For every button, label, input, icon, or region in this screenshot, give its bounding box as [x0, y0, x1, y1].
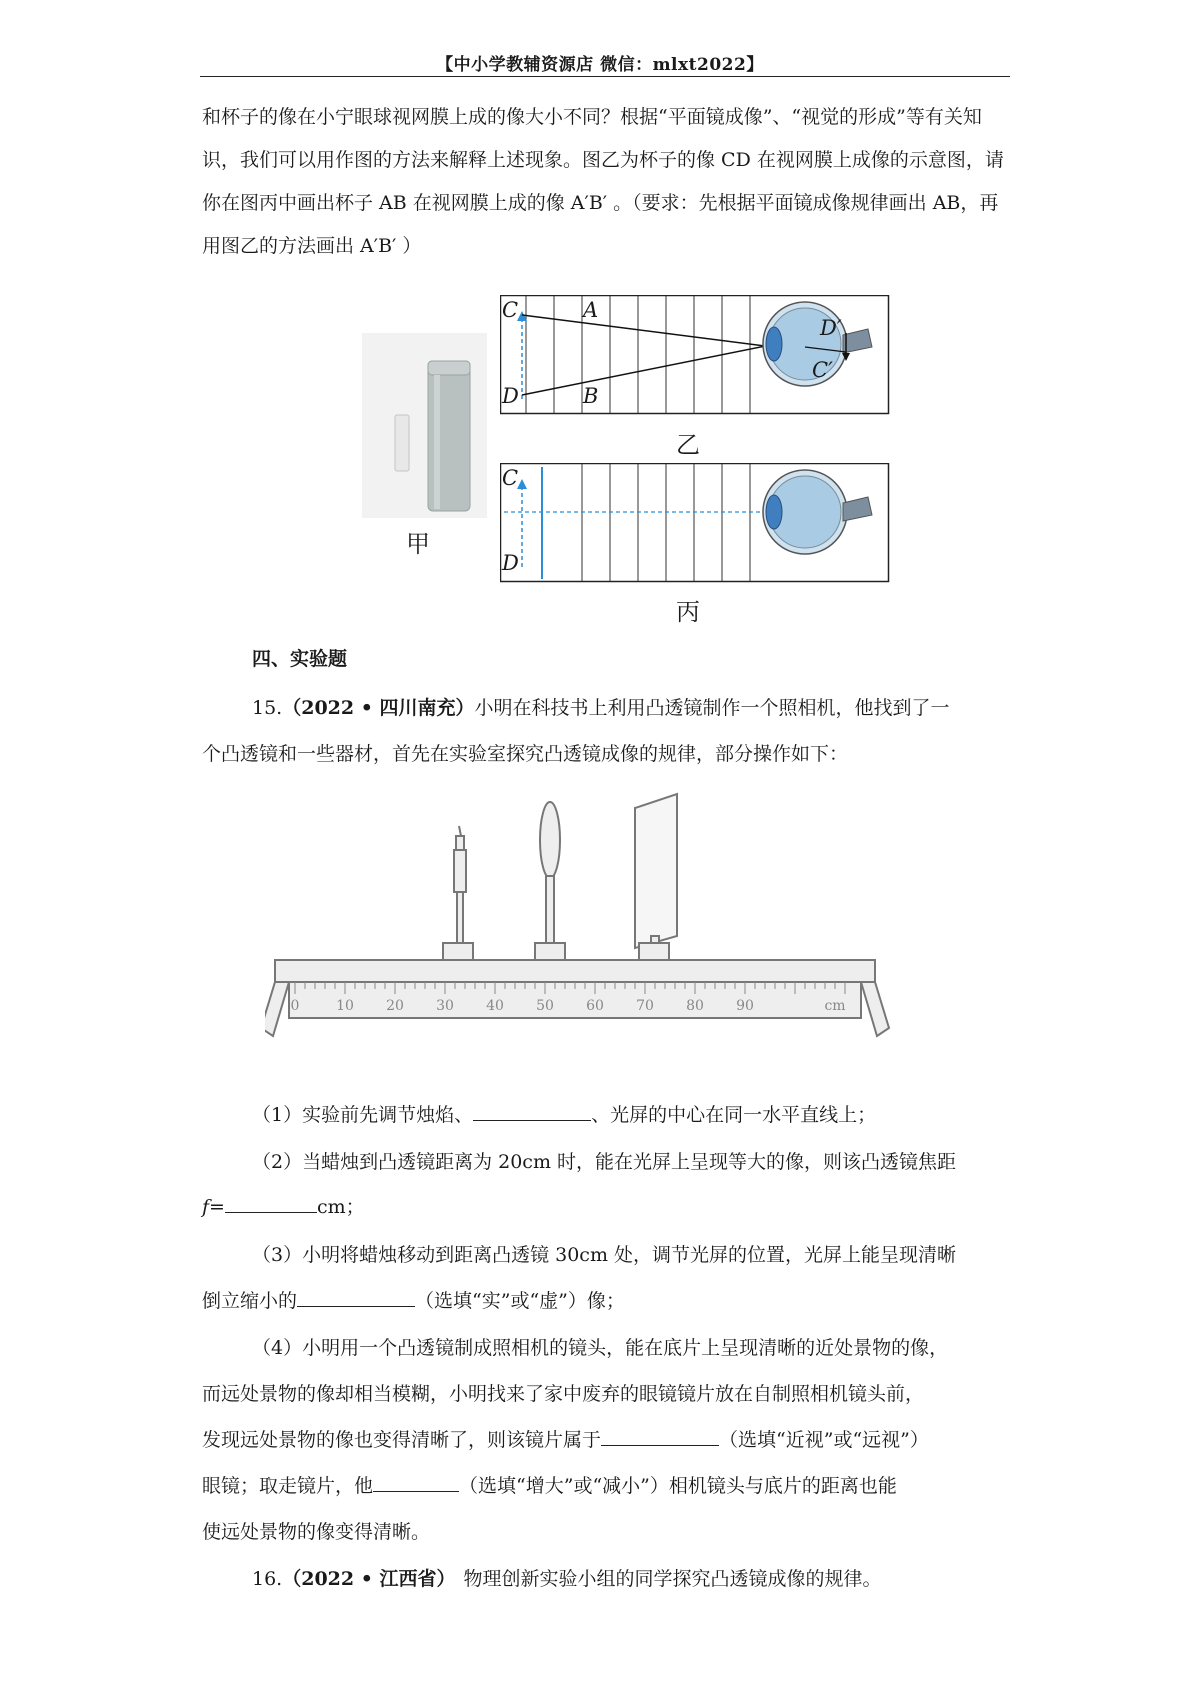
scale-label: 40	[486, 998, 504, 1014]
diagram-yi	[500, 295, 890, 415]
intro-paragraph: 和杯子的像在小宁眼球视网膜上成的像大小不同？根据“平面镜成像”、“视觉的形成”等有关知识，我们可以用作图的方法来解释上述现象。图乙为杯子的像 CD 在视网膜上成像的示意图，请你在图丙中画出杯子 AB 在视网膜上成的像 A′B′ 。（要求：先根据平面镜成像规律画出 AB，再用图乙的方法画出 A′B′ ）	[202, 106, 1004, 257]
label-yi-d-prime: D′	[820, 316, 842, 340]
answer-blank-3[interactable]	[297, 1288, 415, 1307]
answer-blank-2[interactable]	[225, 1194, 317, 1213]
q16-number: 16.	[252, 1568, 283, 1590]
scale-label: 0	[290, 998, 300, 1014]
scale-label: 70	[636, 998, 654, 1014]
q15-p2-text-b: cm；	[316, 1196, 365, 1218]
scale-label: 30	[436, 998, 454, 1014]
label-yi-c: C	[502, 298, 519, 322]
q15-p3-line2	[202, 1286, 625, 1313]
label-bing-c: C	[502, 466, 519, 490]
q15-p4-line5: 使远处景物的像变得清晰。	[202, 1521, 431, 1543]
scale-label: 50	[536, 998, 554, 1014]
q15-p2-line2	[202, 1192, 365, 1219]
q15-p3-line1: （3）小明将蜡烛移动到距离凸透镜 30cm 处，调节光屏的位置，光屏上能呈现清晰	[252, 1244, 957, 1266]
header-rule	[200, 76, 1010, 77]
label-yi-c-prime: C′	[812, 358, 833, 382]
q15-p4-line3	[202, 1425, 929, 1452]
figure-jia	[362, 333, 487, 518]
scale-label: 10	[336, 998, 354, 1014]
q15-p4-text-d: （选填“增大”或“减小”）相机镜头与底片的距离也能	[459, 1475, 897, 1497]
scale-label: 20	[386, 998, 404, 1014]
q15-p1-text-b: 、光屏的中心在同一水平直线上；	[591, 1104, 877, 1126]
bottle-photo	[362, 333, 487, 518]
q16-stem: 物理创新实验小组的同学探究凸透镜成像的规律。	[463, 1568, 882, 1590]
q15-number: 15.	[252, 697, 283, 719]
q15-p1	[252, 1100, 876, 1127]
scale-label: 80	[686, 998, 704, 1014]
answer-blank-5[interactable]	[373, 1473, 459, 1492]
label-yi-b: B	[583, 384, 599, 408]
label-yi-d: D	[502, 384, 519, 408]
caption-jia: 甲	[406, 530, 430, 558]
scale-label: 60	[586, 998, 604, 1014]
diagram-bing	[500, 463, 890, 583]
q15-p4-line2: 而远处景物的像却相当模糊，小明找来了家中废弃的眼镜镜片放在自制照相机镜头前，	[202, 1383, 925, 1405]
figure-bing	[500, 463, 890, 587]
optical-bench-figure	[265, 788, 895, 1042]
q15-p3-text-b: （选填“实”或“虚”）像；	[415, 1290, 625, 1312]
q15-line1	[252, 693, 950, 720]
q15-p2-line1: （2）当蜡烛到凸透镜距离为 20cm 时，能在光屏上呈现等大的像，则该凸透镜焦距	[252, 1151, 957, 1173]
q15-p4-text-c: 眼镜；取走镜片，他	[202, 1475, 374, 1497]
answer-blank-4[interactable]	[601, 1427, 719, 1446]
q15-p4-line4	[202, 1471, 897, 1498]
optical-bench	[265, 788, 895, 1038]
q15-p4-line1: （4）小明用一个凸透镜制成照相机的镜头，能在底片上呈现清晰的近处景物的像，	[252, 1337, 949, 1359]
scale-label: 90	[736, 998, 754, 1014]
q15-p2-text-a: f=	[202, 1196, 225, 1218]
q15-p4-text-a: 发现远处景物的像也变得清晰了，则该镜片属于	[202, 1429, 602, 1451]
answer-blank-1[interactable]	[473, 1102, 591, 1121]
q15-stem-line1: 小明在科技书上利用凸透镜制作一个照相机，他找到了一	[474, 697, 950, 719]
q15-stem-line2: 个凸透镜和一些器材，首先在实验室探究凸透镜成像的规律，部分操作如下：	[202, 743, 849, 765]
q16-source: （2022 • 江西省）	[282, 1568, 456, 1590]
label-bing-d: D	[502, 551, 519, 575]
q15-p4-text-b: （选填“近视”或“远视”）	[719, 1429, 929, 1451]
caption-bing: 丙	[676, 598, 700, 626]
q15-source: （2022 • 四川南充）	[282, 697, 475, 719]
q15-p1-text-a: （1）实验前先调节烛焰、	[252, 1104, 474, 1126]
figure-yi	[500, 295, 890, 419]
page-header: 【中小学教辅资源店 微信：mlxt2022】	[436, 55, 764, 75]
q16-line	[252, 1564, 882, 1591]
section-title: 四、实验题	[252, 648, 348, 670]
scale-label: cm	[824, 998, 846, 1014]
q15-p3-text-a: 倒立缩小的	[202, 1290, 298, 1312]
caption-yi: 乙	[676, 431, 700, 459]
label-yi-a: A	[583, 298, 599, 322]
